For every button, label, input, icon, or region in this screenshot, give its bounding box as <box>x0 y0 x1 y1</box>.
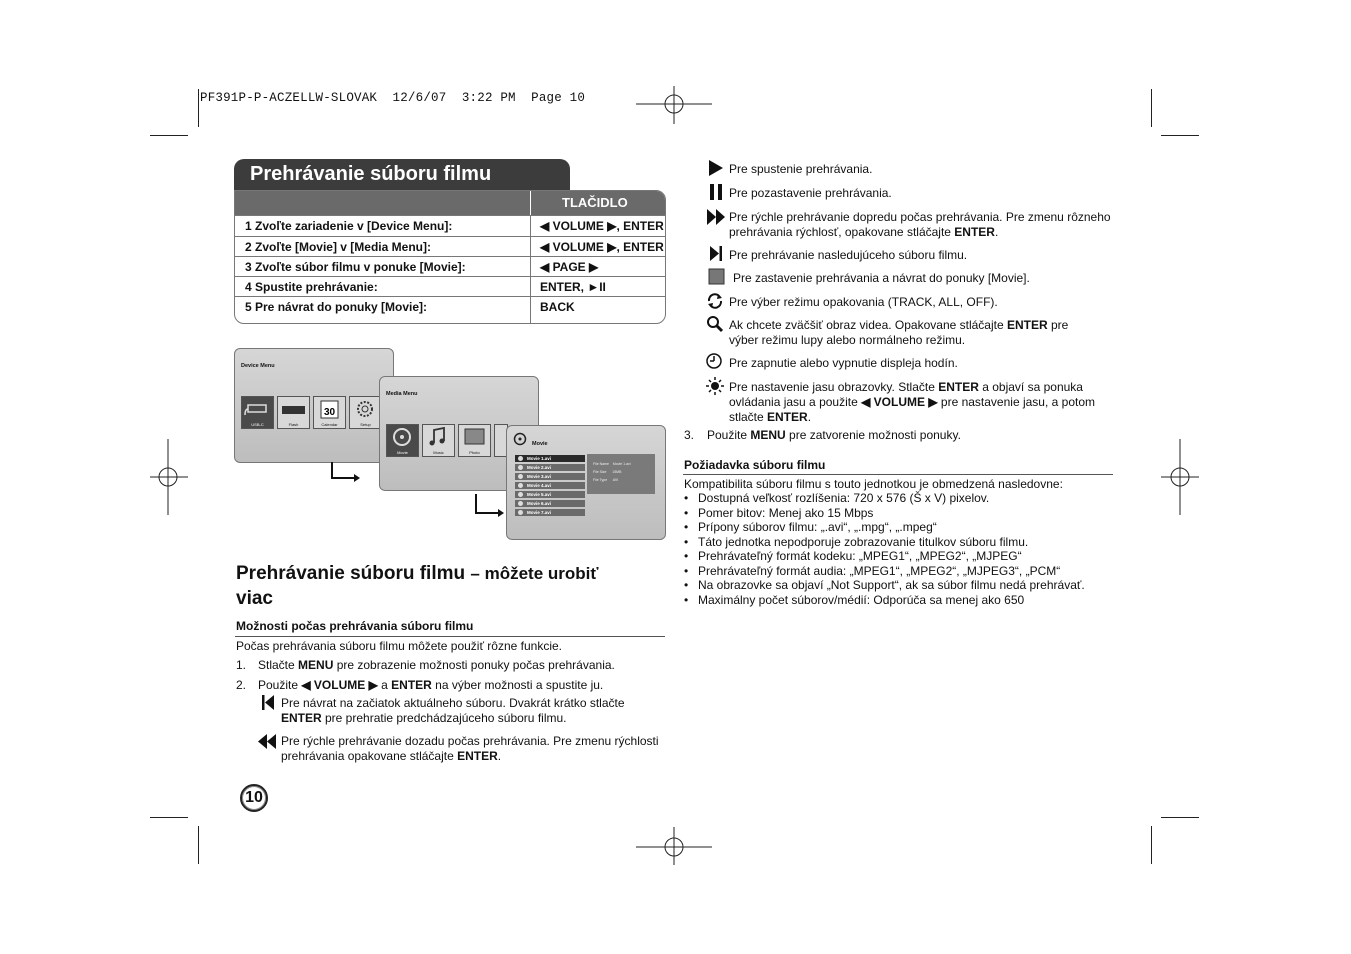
photo-icon: Photo <box>458 424 491 457</box>
repeat-icon <box>706 292 724 310</box>
button-cell: ◀ VOLUME ▶, ENTER <box>530 237 665 257</box>
table-row <box>235 276 665 297</box>
music-note-icon: Music <box>422 424 455 457</box>
button-cell: ◀ PAGE ▶ <box>530 257 665 277</box>
section2-heading: Prehrávanie súboru filmu – môžete urobiť viac <box>236 563 599 609</box>
options-subheading: Možnosti počas prehrávania súboru filmu <box>236 619 474 633</box>
list-item: Movie 3.avi <box>515 473 585 480</box>
section-title: Prehrávanie súboru filmu <box>250 163 492 185</box>
button-cell: ◀ VOLUME ▶, ENTER <box>530 216 665 236</box>
list-item: Movie 7.avi <box>515 509 585 516</box>
list-item: • <box>684 491 689 505</box>
stop-icon <box>707 268 725 286</box>
rewind-icon <box>257 733 277 751</box>
prev-description: Pre návrat na začiatok aktuálneho súboru. Dvakrát krátko stlačte ENTER pre prehratie predchádzajúceho súboru filmu. <box>281 696 625 725</box>
stop-description: Pre zastavenie prehrávania a návrat do ponuky [Movie]. <box>733 271 1030 285</box>
step-cell: 4 Spustite prehrávanie: <box>245 280 378 294</box>
movie-screen-title: Movie <box>532 441 548 447</box>
divider <box>235 636 665 637</box>
table-header <box>235 191 665 215</box>
movie-reel-icon <box>513 432 527 446</box>
svg-text:30: 30 <box>323 407 336 418</box>
play-description: Pre spustenie prehrávania. <box>729 162 873 176</box>
pause-icon <box>707 183 725 201</box>
file-info-type: File Type AVI <box>593 478 619 482</box>
fast-forward-icon <box>706 208 726 226</box>
requirements-subheading: Požiadavka súboru filmu <box>684 458 826 472</box>
next-description: Pre prehrávanie nasledujúceho súboru filmu. <box>729 248 968 262</box>
skip-next-icon <box>707 245 725 263</box>
brightness-description: Pre nastavenie jasu obrazovky. Stlačte ENTER a objaví sa ponuka ovládania jasu a použite ◀ VOLUME ▶ pre nastavenie jasu, a potom stlačte ENTER. <box>729 380 1095 424</box>
play-icon <box>707 159 725 177</box>
step-2: 2. <box>236 678 247 692</box>
zoom-magnifier-icon <box>706 315 724 333</box>
list-item: • <box>684 592 689 607</box>
step-2-text: Použite ◀ VOLUME ▶ a ENTER na výber možnosti a spustite ju. <box>258 678 604 692</box>
table-row <box>235 256 665 277</box>
requirements-intro: Kompatibilita súboru filmu s touto jednotkou je obmedzená nasledovne: <box>684 477 1063 491</box>
step-1: 1. <box>236 658 247 672</box>
step-3-text: Použite MENU pre zatvorenie možnosti ponuky. <box>707 428 961 442</box>
list-item: • <box>684 505 689 520</box>
list-item: Na obrazovke sa objaví „Not Support“, ak sa súbor filmu nedá prehrávať. <box>698 578 1085 592</box>
clock-description: Pre zapnutie alebo vypnutie displeja hodín. <box>729 356 958 370</box>
step-cell: 5 Pre návrat do ponuky [Movie]: <box>245 300 428 314</box>
pause-description: Pre pozastavenie prehrávania. <box>729 186 892 200</box>
device-menu-title: Device Menu <box>241 363 275 369</box>
table-header-button: TLAČIDLO <box>530 191 666 215</box>
list-item: Táto jednotka nepodporuje zobrazovanie titulkov súboru filmu. <box>698 534 1029 549</box>
zoom-description: Ak chcete zväčšiť obraz videa. Opakovane stláčajte ENTER pre výber režimu lupy alebo normálneho režimu. <box>729 318 1069 347</box>
list-item: • <box>684 578 689 592</box>
table-row <box>235 236 665 257</box>
table-row <box>235 296 665 324</box>
button-cell: BACK <box>530 297 665 324</box>
setup-gear-icon: Setup <box>349 396 382 429</box>
file-info-name: File Name Movie 1.avi <box>593 462 631 466</box>
step-cell: 3 Zvoľte súbor filmu v ponuke [Movie]: <box>245 260 466 274</box>
list-item: • <box>684 520 689 534</box>
file-info-size: File Size 15MB <box>593 470 622 474</box>
media-menu-title: Media Menu <box>386 391 418 397</box>
clock-icon <box>706 353 724 371</box>
skip-previous-icon <box>259 694 277 712</box>
steps-table <box>234 190 666 324</box>
list-item: Prehrávateľný formát kodeku: „MPEG1“, „MPEG2“, „MJPEG“ <box>698 549 1022 563</box>
list-item: Movie 6.avi <box>515 500 585 507</box>
table-row <box>235 215 665 236</box>
brightness-sun-icon <box>706 377 724 395</box>
flash-icon: Flash <box>277 396 310 429</box>
list-item: Movie 2.avi <box>515 464 585 471</box>
list-item: • <box>684 549 689 563</box>
movie-reel-icon: Movie <box>386 424 419 457</box>
usb-icon: USB-C <box>241 396 274 429</box>
list-item: Prehrávateľný formát audia: „MPEG1“, „MPEG2“, „MJPEG3“, „PCM“ <box>698 563 1061 578</box>
device-menu-screen <box>234 348 394 463</box>
list-item: Movie 5.avi <box>515 491 585 498</box>
list-item: • <box>684 563 689 578</box>
rewind-description: Pre rýchle prehrávanie dozadu počas prehrávania. Pre zmenu rýchlosti prehrávania opakovane stláčajte ENTER. <box>281 734 659 763</box>
file-info-box <box>587 454 655 494</box>
movie-screen <box>506 425 666 540</box>
calendar-icon: 30 Calendar <box>313 396 346 429</box>
divider <box>683 474 1113 475</box>
ff-description: Pre rýchle prehrávanie dopredu počas prehrávania. Pre zmenu rôzneho prehrávania rýchlosť, opakovane stláčajte ENTER. <box>729 210 1111 239</box>
repeat-description: Pre výber režimu opakovania (TRACK, ALL, OFF). <box>729 295 998 309</box>
list-item: Movie 1.avi <box>515 455 585 462</box>
list-item: Dostupná veľkosť rozlíšenia: 720 x 576 (Š x V) pixelov. <box>698 491 990 505</box>
list-item: Maximálny počet súborov/médií: Odporúča sa menej ako 650 <box>698 592 1025 607</box>
step-cell: 1 Zvoľte zariadenie v [Device Menu]: <box>245 219 453 233</box>
button-cell: ENTER, ►II <box>530 277 665 297</box>
options-intro: Počas prehrávania súboru filmu môžete použiť rôzne funkcie. <box>236 639 563 653</box>
print-header: PF391P-P-ACZELLW-SLOVAK 12/6/07 3:22 PM Page 10 <box>200 91 586 105</box>
step-3: 3. <box>684 428 695 442</box>
arrow-icon <box>330 462 362 482</box>
step-cell: 2 Zvoľte [Movie] v [Media Menu]: <box>245 240 431 254</box>
list-item: Prípony súborov filmu: „.avi“, „.mpg“, „.mpeg“ <box>698 520 937 534</box>
list-item: Movie 4.avi <box>515 482 585 489</box>
arrow-icon <box>474 494 506 518</box>
list-item: • <box>684 534 689 549</box>
page-number: 10 <box>240 784 268 812</box>
list-item: Pomer bitov: Menej ako 15 Mbps <box>698 505 874 520</box>
step-1-text: Stlačte MENU pre zobrazenie možnosti ponuky počas prehrávania. <box>258 658 615 672</box>
